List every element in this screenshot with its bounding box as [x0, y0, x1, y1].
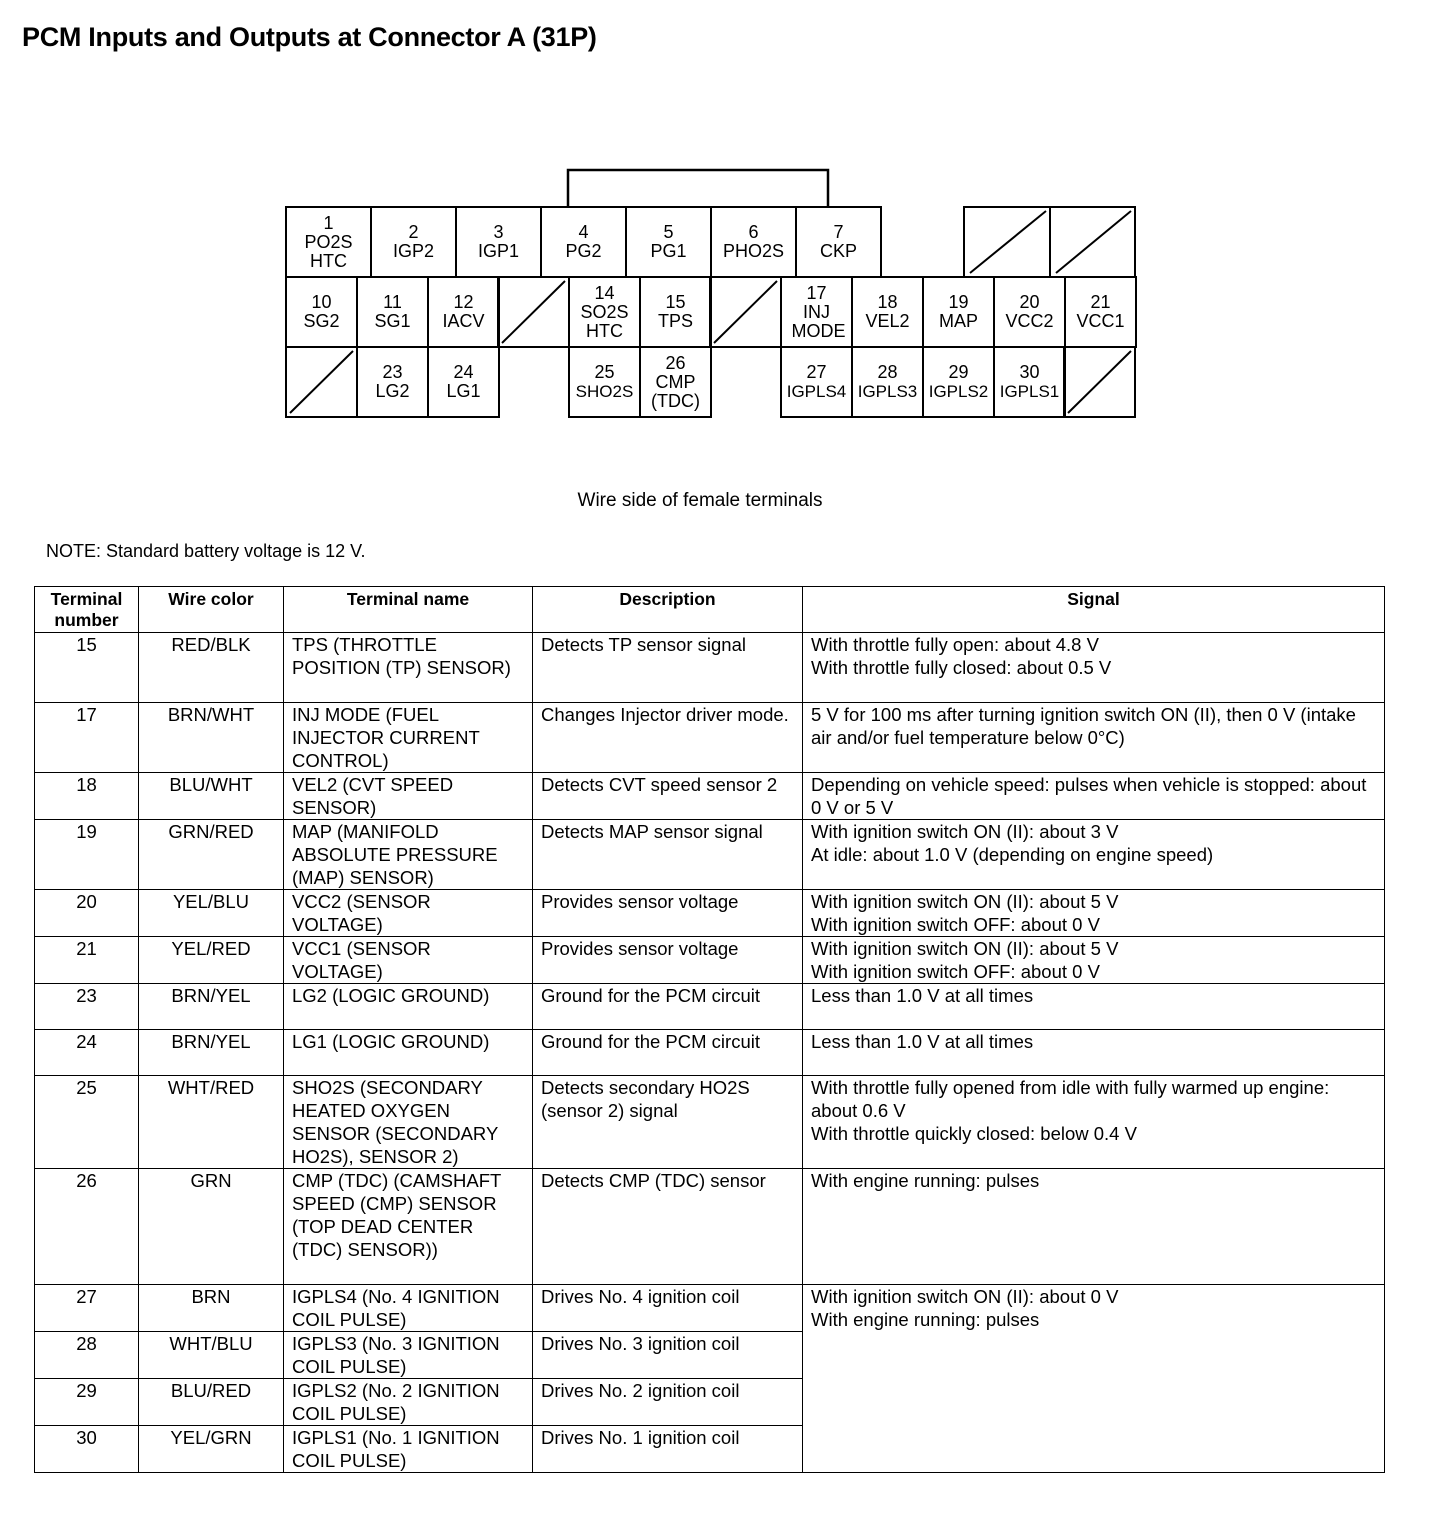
cell-number: 28 [35, 1332, 139, 1379]
terminal-27: 27 IGPLS4 [780, 346, 853, 418]
cell-number: 21 [35, 937, 139, 984]
cell-signal [803, 820, 1385, 890]
cell-number: 29 [35, 1379, 139, 1426]
cell-number: 19 [35, 820, 139, 890]
cell-color: BRN/WHT [139, 703, 284, 773]
cell-desc: Detects CMP (TDC) sensor [533, 1169, 803, 1285]
cell-color: BRN/YEL [139, 984, 284, 1030]
cell-name: IGPLS2 (No. 2 IGNITION COIL PULSE) [284, 1379, 533, 1426]
table-row [35, 820, 1385, 890]
table-row [35, 773, 1385, 820]
cell-signal [803, 984, 1385, 1030]
cell-number: 24 [35, 1030, 139, 1076]
cell-name: CMP (TDC) (CAMSHAFT SPEED (CMP) SENSOR (TOP DEAD CENTER (TDC) SENSOR)) [284, 1169, 533, 1285]
table-row [35, 984, 1385, 1030]
cell-desc: Ground for the PCM circuit [533, 984, 803, 1030]
cell-name: IGPLS3 (No. 3 IGNITION COIL PULSE) [284, 1332, 533, 1379]
cell-name: VCC1 (SENSOR VOLTAGE) [284, 937, 533, 984]
cell-desc: Ground for the PCM circuit [533, 1030, 803, 1076]
cell-signal [803, 703, 1385, 773]
cell-name: IGPLS1 (No. 1 IGNITION COIL PULSE) [284, 1426, 533, 1473]
terminal-12: 12 IACV [427, 276, 500, 348]
cell-number: 26 [35, 1169, 139, 1285]
terminal-28: 28 IGPLS3 [851, 346, 924, 418]
header-terminal-name: Terminal name [284, 587, 533, 633]
signal-line: 5 V for 100 ms after turning ignition switch ON (II), then 0 V (intake air and/or fuel temperature below 0°C) [811, 704, 1356, 748]
cell-number: 25 [35, 1076, 139, 1169]
connector-caption: Wire side of female terminals [577, 490, 823, 511]
cell-desc: Detects MAP sensor signal [533, 820, 803, 890]
cell-name: SHO2S (SECONDARY HEATED OXYGEN SENSOR (SECONDARY HO2S), SENSOR 2) [284, 1076, 533, 1169]
terminal-21: 21 VCC1 [1064, 276, 1137, 348]
signal-line: With throttle fully opened from idle with fully warmed up engine: about 0.6 V [811, 1077, 1330, 1121]
signal-line: Depending on vehicle speed: pulses when vehicle is stopped: about 0 V or 5 V [811, 774, 1367, 818]
cell-signal [803, 937, 1385, 984]
header-terminal-number: Terminal number [35, 587, 139, 633]
terminal-20: 20 VCC2 [993, 276, 1066, 348]
cell-number: 27 [35, 1285, 139, 1332]
cell-desc: Drives No. 3 ignition coil [533, 1332, 803, 1379]
terminal-7: 7 CKP [795, 206, 882, 278]
cell-number: 23 [35, 984, 139, 1030]
cell-signal [803, 1285, 1385, 1473]
terminal-10: 10 SG2 [285, 276, 358, 348]
cell-name: LG1 (LOGIC GROUND) [284, 1030, 533, 1076]
terminal-1: 1 PO2S HTC [285, 206, 372, 278]
cell-color: GRN [139, 1169, 284, 1285]
terminal-24: 24 LG1 [427, 346, 500, 418]
cell-name: VCC2 (SENSOR VOLTAGE) [284, 890, 533, 937]
cell-desc: Drives No. 4 ignition coil [533, 1285, 803, 1332]
cell-desc: Drives No. 2 ignition coil [533, 1379, 803, 1426]
cell-desc: Detects CVT speed sensor 2 [533, 773, 803, 820]
terminal-30: 30 IGPLS1 [993, 346, 1066, 418]
terminal-23: 23 LG2 [356, 346, 429, 418]
terminal-17: 17 INJ MODE [780, 276, 853, 348]
cell-color: RED/BLK [139, 633, 284, 703]
signal-line: Less than 1.0 V at all times [811, 1031, 1034, 1052]
terminal-29: 29 IGPLS2 [922, 346, 995, 418]
table-row [35, 633, 1385, 703]
signal-line: At idle: about 1.0 V (depending on engine speed) [811, 844, 1214, 865]
cell-color: WHT/BLU [139, 1332, 284, 1379]
terminal-26: 26 CMP (TDC) [639, 346, 712, 418]
cell-name: TPS (THROTTLE POSITION (TP) SENSOR) [284, 633, 533, 703]
cell-signal [803, 1169, 1385, 1285]
cell-number: 17 [35, 703, 139, 773]
cell-number: 20 [35, 890, 139, 937]
terminal-15: 15 TPS [639, 276, 712, 348]
cell-color: BRN/YEL [139, 1030, 284, 1076]
cell-signal [803, 633, 1385, 703]
terminal-3: 3 IGP1 [455, 206, 542, 278]
cell-color: YEL/BLU [139, 890, 284, 937]
cell-color: BRN [139, 1285, 284, 1332]
table-row [35, 937, 1385, 984]
battery-note: NOTE: Standard battery voltage is 12 V. [46, 541, 366, 561]
table-row [35, 1169, 1385, 1285]
cell-name: IGPLS4 (No. 4 IGNITION COIL PULSE) [284, 1285, 533, 1332]
signal-line: With throttle quickly closed: below 0.4 V [811, 1123, 1137, 1144]
terminal-19: 19 MAP [922, 276, 995, 348]
cell-color: BLU/RED [139, 1379, 284, 1426]
cell-color: YEL/RED [139, 937, 284, 984]
cell-number: 15 [35, 633, 139, 703]
terminal-6: 6 PHO2S [710, 206, 797, 278]
cell-color: YEL/GRN [139, 1426, 284, 1473]
cell-desc: Changes Injector driver mode. [533, 703, 803, 773]
signal-line: With engine running: pulses [811, 1309, 1040, 1330]
cell-name: INJ MODE (FUEL INJECTOR CURRENT CONTROL) [284, 703, 533, 773]
terminal-5: 5 PG1 [625, 206, 712, 278]
cell-number: 18 [35, 773, 139, 820]
cell-desc: Provides sensor voltage [533, 937, 803, 984]
table-row [35, 890, 1385, 937]
terminal-11: 11 SG1 [356, 276, 429, 348]
cell-signal [803, 890, 1385, 937]
cell-color: GRN/RED [139, 820, 284, 890]
table-row [35, 703, 1385, 773]
signal-line: With ignition switch ON (II): about 5 V [811, 891, 1119, 912]
cell-desc: Detects secondary HO2S (sensor 2) signal [533, 1076, 803, 1169]
page-title: PCM Inputs and Outputs at Connector A (31P) [22, 22, 597, 52]
signal-line: With ignition switch OFF: about 0 V [811, 914, 1100, 935]
table-row [35, 1285, 1385, 1332]
cell-signal [803, 773, 1385, 820]
signal-line: With throttle fully open: about 4.8 V [811, 634, 1099, 655]
table-row [35, 1076, 1385, 1169]
cell-name: VEL2 (CVT SPEED SENSOR) [284, 773, 533, 820]
terminal-table [34, 586, 1385, 1473]
cell-signal [803, 1076, 1385, 1169]
header-description: Description [533, 587, 803, 633]
signal-line: Less than 1.0 V at all times [811, 985, 1034, 1006]
signal-line: With throttle fully closed: about 0.5 V [811, 657, 1112, 678]
terminal-25: 25 SHO2S [568, 346, 641, 418]
table-row [35, 1030, 1385, 1076]
terminal-18: 18 VEL2 [851, 276, 924, 348]
cell-color: WHT/RED [139, 1076, 284, 1169]
terminal-4: 4 PG2 [540, 206, 627, 278]
cell-number: 30 [35, 1426, 139, 1473]
terminal-2: 2 IGP2 [370, 206, 457, 278]
signal-line: With engine running: pulses [811, 1170, 1040, 1191]
signal-line: With ignition switch ON (II): about 3 V [811, 821, 1119, 842]
cell-name: MAP (MANIFOLD ABSOLUTE PRESSURE (MAP) SENSOR) [284, 820, 533, 890]
cell-signal [803, 1030, 1385, 1076]
cell-desc: Detects TP sensor signal [533, 633, 803, 703]
signal-line: With ignition switch ON (II): about 0 V [811, 1286, 1119, 1307]
cell-desc: Drives No. 1 ignition coil [533, 1426, 803, 1473]
header-signal: Signal [803, 587, 1385, 633]
header-wire-color: Wire color [139, 587, 284, 633]
cell-desc: Provides sensor voltage [533, 890, 803, 937]
cell-name: LG2 (LOGIC GROUND) [284, 984, 533, 1030]
signal-line: With ignition switch ON (II): about 5 V [811, 938, 1119, 959]
signal-line: With ignition switch OFF: about 0 V [811, 961, 1100, 982]
terminal-14: 14 SO2S HTC [568, 276, 641, 348]
cell-color: BLU/WHT [139, 773, 284, 820]
